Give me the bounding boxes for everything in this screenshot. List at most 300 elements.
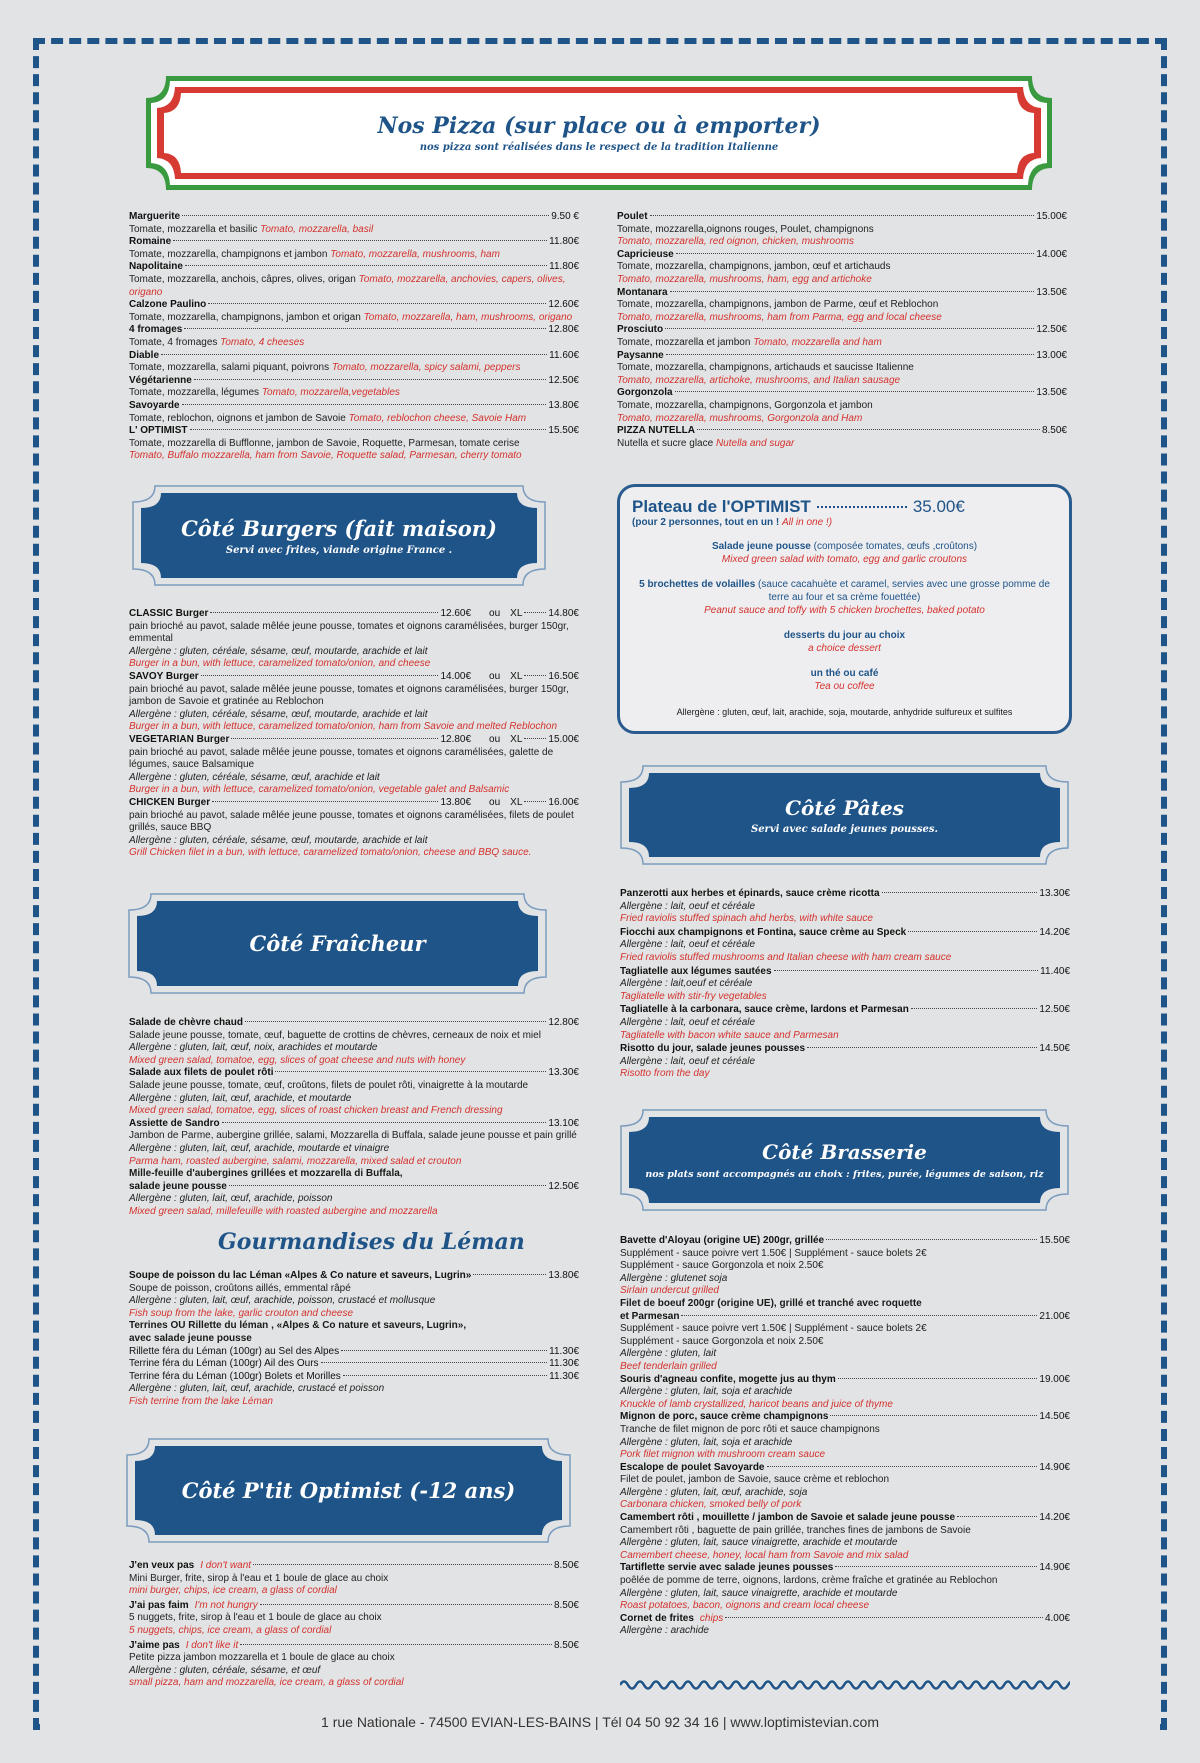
dot-leader <box>670 291 1035 292</box>
item-name-row <box>129 671 579 684</box>
ptit-title: Côté P'tit Optimist (-12 ans) <box>181 1478 516 1503</box>
item-name <box>617 324 663 337</box>
item-name <box>620 1311 679 1324</box>
item-english: Tomato, mozzarella, artichoke, mushrooms, and Italian sausage <box>617 374 901 386</box>
item-name-text: Filet de boeuf 200gr (origine UE), grillé et tranché avec roquette <box>620 1297 922 1309</box>
item-description: Supplément - sauce poivre vert 1.50€ | Supplément - sauce bolets 2€ <box>620 1323 927 1335</box>
dot-leader <box>830 1415 1037 1416</box>
item-name-en: I don't like it <box>185 1639 239 1651</box>
menu-item <box>129 608 579 671</box>
item-english: mini burger, chips, ice cream, a glass of cordial <box>129 1585 337 1597</box>
item-name-row <box>620 1235 1070 1248</box>
item-english: Fried raviolis stuffed spinach ahd herbs, with white sauce <box>620 913 873 925</box>
item-price: 11.40€ <box>1040 965 1070 977</box>
item-name-line: Terrines OU Rillette du léman , «Alpes & Co nature et saveurs, Lugrin», <box>129 1320 467 1332</box>
item-description: Camembert rôti , baguette de pain grillée, tranches fines de jambons de Savoie <box>620 1524 971 1536</box>
item-name-row <box>129 1600 579 1613</box>
price-xl-label: XL <box>510 670 523 682</box>
dot-leader <box>321 1362 548 1363</box>
item-price: 12.50€ <box>548 374 579 386</box>
item-description <box>617 224 1067 237</box>
dot-leader <box>222 1122 547 1123</box>
item-allergens: Allergène : gluten, lait, œuf, arachide, moutarde et vinaigre <box>129 1142 390 1154</box>
item-price: 14.00€ <box>440 670 472 682</box>
item-price: 14.90€ <box>1039 1562 1070 1574</box>
item-name-text: Cornet de frites <box>620 1612 694 1624</box>
item-name <box>620 1411 828 1424</box>
item-name <box>620 1512 955 1525</box>
menu-item <box>129 734 579 797</box>
item-desc-text: 5 nuggets, frite, sirop à l'eau et 1 boule de glace au choix <box>129 1612 382 1624</box>
menu-item <box>620 1298 1070 1374</box>
item-description: Supplément - sauce Gorgonzola et noix 2.50€ <box>620 1335 824 1347</box>
dot-leader <box>524 801 546 802</box>
item-price: 12.50€ <box>1036 324 1067 336</box>
menu-item <box>620 1235 1070 1298</box>
item-allergens: Allergène : lait, oeuf et céréale <box>620 939 756 951</box>
item-description <box>129 621 579 646</box>
item-price: 13.80€ <box>440 796 472 808</box>
pizza-banner <box>128 76 1070 190</box>
item-name <box>129 1600 258 1613</box>
item-english: Risotto from the day <box>620 1068 710 1080</box>
item-description <box>617 337 1067 350</box>
item-allergens: Allergène : gluten, céréale, sésame, œuf, arachide et lait <box>129 771 380 783</box>
item-description <box>129 1080 579 1093</box>
plateau-block <box>632 540 1057 566</box>
price-ou: ou <box>489 733 501 745</box>
item-english: Pork filet mignon with mushroom cream sauce <box>620 1449 826 1461</box>
price-xl-label: XL <box>510 796 523 808</box>
plateau-price: 35.00€ <box>912 497 965 516</box>
menu-item <box>617 425 1067 450</box>
terrine-label: Terrine féra du Léman (100gr) Bolets et Morilles <box>129 1370 341 1382</box>
item-price: 12.80€ <box>440 733 472 745</box>
pates-list <box>620 888 1070 1082</box>
item-name <box>620 927 906 940</box>
item-name-text: Mignon de porc, sauce crème champignons <box>620 1411 829 1423</box>
price-ou: ou <box>489 608 501 619</box>
item-name-text: J'ai pas faim <box>129 1599 189 1611</box>
item-name-row <box>129 350 579 363</box>
dot-leader <box>774 970 1039 971</box>
item-english: Parma ham, roasted aubergine, salami, mozzarella, mixed salad et crouton <box>129 1155 462 1167</box>
dot-leader <box>182 404 547 405</box>
dot-leader <box>835 1566 1037 1567</box>
plateau-block-line <box>632 540 1057 553</box>
item-name <box>617 287 668 300</box>
item-name <box>129 671 199 684</box>
price-group <box>440 734 579 747</box>
burgers-banner <box>129 484 549 587</box>
item-name-text: J'aime pas <box>129 1639 180 1651</box>
item-name-text: Napolitaine <box>129 261 183 273</box>
item-name-row <box>617 425 1067 438</box>
item-english: Beef tenderlain grilled <box>620 1360 717 1372</box>
wave-path <box>620 1682 1070 1689</box>
item-desc-en: Tomato, mozzarella,vegetables <box>261 387 400 399</box>
item-desc-en: Tomato, mozzarella, basil <box>260 223 374 235</box>
item-desc-text: Tomate, mozzarella, champignons, jambon de Parme, œuf et Reblochon <box>617 299 939 311</box>
item-desc-en: Tomato, 4 cheeses <box>220 336 305 348</box>
item-name-en: chips <box>699 1612 724 1624</box>
item-allergens: Allergène : gluten, céréale, sésame, œuf, moutarde, arachide et lait <box>129 708 428 720</box>
item-name-row <box>129 400 579 413</box>
dot-leader <box>676 253 1035 254</box>
item-name-row <box>129 324 579 337</box>
plateau-block-title: desserts du jour au choix <box>783 630 906 641</box>
menu-item <box>620 966 1070 1004</box>
item-name-line <box>129 1168 579 1181</box>
plateau-block-en: Mixed green salad with tomato, egg and garlic croutons <box>721 554 968 565</box>
item-allergens: Allergène : gluten, lait, œuf, arachide, crustacé et poisson <box>129 1383 385 1395</box>
item-price: 13.10€ <box>548 1117 579 1129</box>
item-name-text: J'en veux pas <box>129 1560 195 1571</box>
item-description: Supplément - sauce Gorgonzola et noix 2.50€ <box>620 1260 824 1272</box>
item-name <box>620 1613 723 1626</box>
plateau-block-desc: (composée tomates, œufs ,croûtons) <box>810 541 978 552</box>
item-price: 12.50€ <box>1039 1004 1070 1016</box>
item-desc-en: Tomato, mozzarella, anchovies, capers, olives, origano <box>129 273 566 298</box>
burgers-list <box>129 608 579 860</box>
item-desc-en: Tomato, mozzarella, ham, mushrooms, origano <box>363 311 573 323</box>
item-desc-text: Tomate, mozzarella, champignons, jambon et origan <box>129 311 361 323</box>
item-desc-text: pain brioché au pavot, salade mêlée jeune pousse, tomates et oignons caramélisées, burger 150gr, emmental <box>129 620 569 645</box>
item-price: 13.30€ <box>548 1067 579 1079</box>
plateau-title-row <box>632 497 1057 517</box>
item-description: Supplément - sauce poivre vert 1.50€ | Supplément - sauce bolets 2€ <box>620 1247 927 1259</box>
item-name-row <box>129 1118 579 1131</box>
plateau-title: Plateau de l'OPTIMIST <box>632 497 811 516</box>
item-price: 8.50€ <box>1041 425 1067 437</box>
dot-leader <box>190 429 547 430</box>
item-desc-text: Tomate, reblochon, oignons et jambon de Savoie <box>129 412 346 424</box>
item-name-row <box>129 1270 579 1283</box>
menu-item <box>620 1374 1070 1412</box>
item-name-text: Diable <box>129 349 160 361</box>
item-desc-text: Tomate, mozzarella et basilic <box>129 223 258 235</box>
item-name <box>129 261 183 274</box>
menu-item <box>617 249 1067 287</box>
item-name <box>129 1640 238 1653</box>
footer-address: 1 rue Nationale - 74500 EVIAN-LES-BAINS | Tél 04 50 92 34 16 | www.loptimistevian.com <box>321 1714 879 1730</box>
item-desc-text: Petite pizza jambon mozzarella et 1 boule de glace au choix <box>129 1652 395 1664</box>
menu-item <box>617 324 1067 349</box>
brasserie-banner <box>617 1108 1072 1212</box>
brasserie-title: Côté Brasserie <box>762 1140 927 1164</box>
item-name-text: 4 fromages <box>129 324 183 336</box>
leman-list <box>129 1270 579 1409</box>
item-name-row <box>620 927 1070 940</box>
item-name-text: Marguerite <box>129 211 181 222</box>
item-desc-text: Tomate, 4 fromages <box>129 336 218 348</box>
dot-leader <box>275 1071 546 1072</box>
item-english: Burger in a bun, with lettuce, caramelized tomato/onion, vegetable galet and Balsamic <box>129 784 510 796</box>
item-name <box>129 211 180 224</box>
menu-item <box>620 1613 1070 1638</box>
item-english: Mixed green salad, tomatoe, egg, slices of roast chicken breast and French dressing <box>129 1105 503 1117</box>
item-name-text: Poulet <box>617 211 648 222</box>
item-name <box>620 1462 765 1475</box>
menu-item <box>129 1067 579 1117</box>
dot-leader <box>240 1644 552 1645</box>
pates-subtitle: Servi avec salade jeunes pousses. <box>750 823 939 835</box>
item-desc-en: Tomato, mozzarella, spicy salami, peppers <box>331 362 521 374</box>
item-name-text: Assiette de Sandro <box>129 1117 220 1129</box>
menu-item <box>129 211 579 236</box>
item-name <box>620 1235 824 1248</box>
item-allergens: Allergène : gluten, lait, sauce vinaigrette, arachide et moutarde <box>620 1537 898 1549</box>
dot-leader <box>697 429 1040 430</box>
item-name-text: Bavette d'Aloyau (origine UE) 200gr, grillée <box>620 1235 825 1246</box>
item-desc-en: Tomato, reblochon cheese, Savoie Ham <box>348 412 527 424</box>
dot-leader <box>826 1239 1037 1240</box>
item-price: 4.00€ <box>1044 1612 1070 1624</box>
item-description <box>129 274 579 299</box>
item-desc-text: Salade jeune pousse, tomate, œuf, croûtons, filets de poulet rôti, vinaigrette à la moutarde <box>129 1079 529 1091</box>
item-english: Grill Chicken filet in a bun, with lettuce, caramelized tomato/onion, cheese and BBQ sauce. <box>129 847 532 859</box>
item-name-row <box>620 1043 1070 1056</box>
fraicheur-list <box>129 1017 579 1219</box>
menu-item <box>620 1043 1070 1081</box>
item-name-row <box>129 797 579 810</box>
item-price: 19.00€ <box>1039 1373 1070 1385</box>
item-price: 14.90€ <box>1039 1461 1070 1473</box>
item-allergens: Allergène : arachide <box>620 1625 709 1637</box>
item-english: Carbonara chicken, smoked belly of pork <box>620 1499 802 1511</box>
item-name-row <box>129 261 579 274</box>
item-name <box>129 299 206 312</box>
item-desc-en: Tomato, mozzarella and ham <box>753 336 882 348</box>
item-name-row <box>129 211 579 224</box>
item-price: 12.80€ <box>548 324 579 336</box>
item-name-row <box>129 1017 579 1030</box>
item-english: Tomato, Buffalo mozzarella, ham from Savoie, Roquette salad, Parmesan, cherry tomato <box>129 450 522 462</box>
item-name-text: et Parmesan <box>620 1310 680 1322</box>
plateau-block-en: a choice dessert <box>808 643 881 654</box>
item-name-row <box>129 734 579 747</box>
item-name <box>620 1374 836 1387</box>
item-description <box>129 1283 579 1296</box>
item-price: 13.30€ <box>1039 888 1070 899</box>
item-name-row <box>129 1067 579 1080</box>
item-allergens: Allergène : gluten, lait, soja et arachide <box>620 1436 793 1448</box>
item-price: 21.00€ <box>1039 1310 1070 1322</box>
brasserie-list <box>620 1235 1070 1638</box>
item-name-text: Tartiflette servie avec salade jeunes pousses <box>620 1562 834 1574</box>
dot-leader <box>908 931 1037 932</box>
item-name-row <box>617 350 1067 363</box>
item-name-row <box>129 375 579 388</box>
item-name-en: I'm not hungry <box>194 1599 258 1611</box>
item-name-text: VEGETARIAN Burger <box>129 733 230 745</box>
item-allergens: Allergène : gluten, lait, sauce vinaigrette, arachide et moutarde <box>620 1587 898 1599</box>
item-price: 8.50€ <box>553 1639 579 1651</box>
item-desc-text: Tomate, mozzarella, champignons et jambon <box>129 248 328 260</box>
item-price: 15.50€ <box>1039 1235 1070 1246</box>
item-name-text: Végétarienne <box>129 374 192 386</box>
price-ou: ou <box>489 670 501 682</box>
item-name-text: Tagliatelle aux légumes sautées <box>620 965 772 977</box>
menu-item <box>129 400 579 425</box>
item-name-text: Salade aux filets de poulet rôti <box>129 1067 274 1079</box>
menu-item <box>129 375 579 400</box>
dot-leader <box>524 675 546 676</box>
item-price: 11.80€ <box>549 261 579 273</box>
item-price: 12.50€ <box>548 1180 579 1192</box>
item-description <box>129 684 579 709</box>
menu-item <box>620 927 1070 965</box>
dot-leader <box>666 354 1035 355</box>
item-desc-text: pain brioché au pavot, salade mêlée jeune pousse, tomates et oignons caramélisées, filets de poulet grillés, sauce BBQ <box>129 809 574 834</box>
item-name-row <box>129 1640 579 1653</box>
item-allergens: Allergène : gluten, lait, œuf, noix, arachides et moutarde <box>129 1042 378 1054</box>
item-desc-text: Tomate, mozzarella, anchois, câpres, olives, origan <box>129 273 356 285</box>
item-description <box>617 438 1067 451</box>
dot-leader <box>343 1375 547 1376</box>
item-name-text: Tagliatelle à la carbonara, sauce crème, lardons et Parmesan <box>620 1004 909 1016</box>
menu-item <box>620 888 1070 926</box>
item-desc-text: pain brioché au pavot, salade mêlée jeune pousse, tomates et oignons caramélisées, galette de légumes, sauce Balsamique <box>129 746 554 771</box>
item-name-row <box>620 1411 1070 1424</box>
plateau-block-title: Salade jeune pousse <box>711 541 811 552</box>
price-xl-label: XL <box>510 733 523 745</box>
plateau-blocks <box>632 540 1057 693</box>
pizza-title: Nos Pizza (sur place ou à emporter) <box>377 113 821 139</box>
item-name-text: Panzerotti aux herbes et épinards, sauce crème ricotta <box>620 888 880 899</box>
item-price: 13.80€ <box>548 1270 579 1281</box>
plateau-block <box>632 629 1057 655</box>
item-english: Tomato, mozzarella, mushrooms, Gorgonzola and Ham <box>617 412 863 424</box>
dot-leader <box>231 738 438 739</box>
dot-leader <box>194 379 547 380</box>
menu-item <box>129 1017 579 1067</box>
item-name-line <box>620 1298 1070 1311</box>
dot-leader <box>341 1350 547 1351</box>
dot-leader <box>260 1604 552 1605</box>
item-price: 13.80€ <box>548 399 579 411</box>
item-name-text: Soupe de poisson du lac Léman «Alpes & Co nature et saveurs, Lugrin» <box>129 1270 472 1281</box>
item-price: 14.20€ <box>1039 1512 1070 1524</box>
item-name <box>620 1004 909 1017</box>
plateau-block-title: un thé ou café <box>810 668 879 679</box>
item-name-text: Souris d'agneau confite, mogette jus au thym <box>620 1373 836 1385</box>
item-name-row <box>617 287 1067 300</box>
item-name <box>617 387 673 400</box>
burgers-title: Côté Burgers (fait maison) <box>181 515 497 541</box>
item-name-text: Gorgonzola <box>617 387 673 399</box>
dot-leader <box>212 801 438 802</box>
item-name-row <box>617 324 1067 337</box>
item-description: Filet de poulet, jambon de Savoie, sauce crème et reblochon <box>620 1474 890 1486</box>
item-price: 14.50€ <box>1039 1043 1070 1055</box>
item-price: 14.50€ <box>1039 1411 1070 1423</box>
item-name <box>129 734 229 747</box>
item-english: 5 nuggets, chips, ice cream, a glass of cordial <box>129 1624 332 1636</box>
dot-leader <box>817 506 907 508</box>
item-description <box>129 1130 579 1143</box>
item-name <box>129 608 208 621</box>
item-price: 14.00€ <box>1036 248 1067 260</box>
item-name <box>617 211 648 224</box>
dot-leader <box>229 1185 547 1186</box>
dot-leader <box>725 1617 1043 1618</box>
item-name-text: Prosciuto <box>617 324 664 336</box>
item-description <box>129 337 579 350</box>
item-allergens: Allergène : lait, oeuf et céréale <box>620 900 756 912</box>
dot-leader <box>524 738 546 739</box>
item-price-xl: 16.00€ <box>548 796 579 808</box>
item-description <box>129 413 579 426</box>
plateau-block <box>632 667 1057 693</box>
dot-leader <box>675 391 1035 392</box>
item-allergens: Allergène : gluten, lait <box>620 1348 717 1360</box>
item-desc-en: Nutella and sugar <box>715 437 795 449</box>
item-name <box>620 1043 805 1056</box>
dot-leader <box>245 1021 546 1022</box>
item-name-text: Salade de chèvre chaud <box>129 1017 243 1028</box>
item-desc-text: Tomate, mozzarella, champignons, jambon, œuf et artichauds <box>617 261 891 273</box>
menu-item <box>620 1512 1070 1562</box>
item-english: Roast potatoes, bacon, oignons and cream local cheese <box>620 1600 870 1612</box>
item-name <box>620 888 880 901</box>
terrine-price: 11.30€ <box>549 1358 579 1370</box>
item-name-text: L' OPTIMIST <box>129 425 188 437</box>
item-name-en: I don't want <box>200 1560 252 1571</box>
item-name-row <box>617 211 1067 224</box>
item-name-text: CHICKEN Burger <box>129 796 211 808</box>
burgers-subtitle: Servi avec frites, viande origine France . <box>225 544 453 556</box>
menu-item <box>129 324 579 349</box>
item-name-row <box>620 1613 1070 1626</box>
price-ou: ou <box>489 796 501 808</box>
item-price: 12.60€ <box>440 608 472 619</box>
item-name-text: Paysanne <box>617 349 664 361</box>
menu-item <box>617 350 1067 388</box>
item-desc-text: Tomate, mozzarella, champignons, artichauds et saucisse Italienne <box>617 362 914 374</box>
item-name-row <box>129 1181 579 1194</box>
terrine-price: 11.30€ <box>549 1370 579 1382</box>
menu-item <box>129 1270 579 1320</box>
menu-item <box>129 1320 579 1408</box>
plateau-block-line <box>632 667 1057 680</box>
terrine-row <box>129 1371 579 1384</box>
plateau-block-en: Tea ou coffee <box>814 681 875 692</box>
item-allergens: Allergène : gluten, lait, œuf, arachide, poisson, crustacé et mollusque <box>129 1295 436 1307</box>
plateau-block-line <box>632 629 1057 642</box>
item-name-row <box>129 236 579 249</box>
item-allergens: Allergène : lait,oeuf et céréale <box>620 978 753 990</box>
item-name <box>620 966 772 979</box>
item-name <box>129 1270 471 1283</box>
item-allergens: Allergène : gluten, céréale, sésame, œuf, moutarde, arachide et lait <box>129 645 428 657</box>
item-english: Mixed green salad, tomatoe, egg, slices of goat cheese and nuts with honey <box>129 1054 466 1066</box>
item-description <box>617 299 1067 312</box>
item-english: Tagliatelle with stir-fry vegetables <box>620 990 767 1002</box>
item-description <box>129 1652 579 1665</box>
item-desc-text: Tomate, mozzarella di Bufflonne, jambon de Savoie, Roquette, Parmesan, tomate cerise <box>129 437 520 449</box>
menu-item <box>129 1168 579 1218</box>
dot-leader <box>161 354 547 355</box>
dot-leader <box>838 1378 1038 1379</box>
item-name-row <box>620 966 1070 979</box>
menu-item <box>129 299 579 324</box>
ptit-banner <box>123 1437 574 1544</box>
item-name <box>129 1067 273 1080</box>
fraicheur-banner <box>125 892 550 995</box>
plateau-sub-fr: (pour 2 personnes, tout en un ! <box>632 517 780 528</box>
item-english: Fried raviolis stuffed mushrooms and Italian cheese with ham cream sauce <box>620 951 952 963</box>
